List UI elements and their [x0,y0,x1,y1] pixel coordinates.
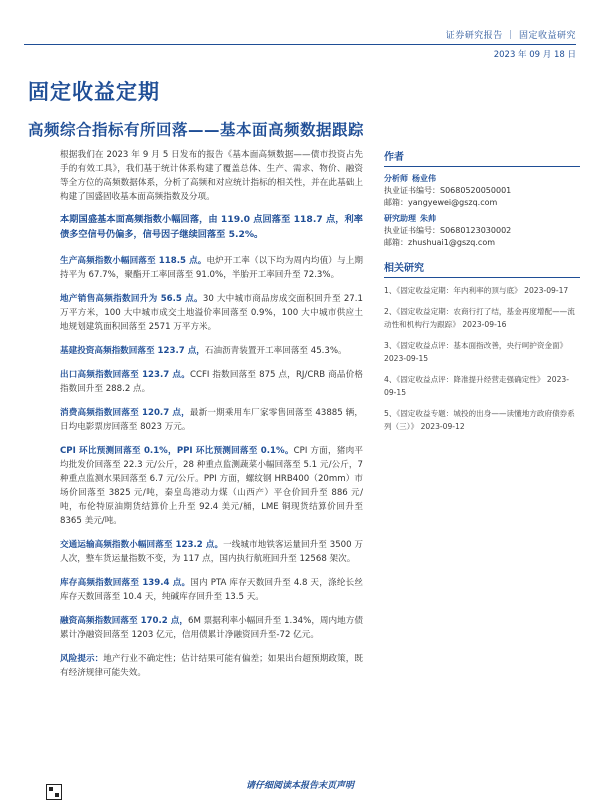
author-card: 研究助理 朱帅 执业证书编号：S0680123030002 邮箱：zhushuai1@gszq.com [384,214,512,247]
section-transport: 交通运输高频指数小幅回落至 123.2 点。一线城市地铁客运量回升至 3500 万人次，整车货运量指数不变，为 117 点，国内执行航班回升至 12568 架次。 [60,540,363,564]
related-item[interactable]: 2、《固定收益定期：农商行打了结，基金再度增配——流动性和机构行为跟踪》 2023-09-16 [384,307,575,329]
footer-disclaimer: 请仔细阅读本报告末页声明 [245,781,354,791]
summary-highlight: 本期国盛基本面高频指数小幅回落，由 119.0 点回落至 118.7 点，利率债多空信号仍偏多，信号因子继续回落至 5.2%。 [60,214,363,240]
author-card: 分析师 杨业伟 执业证书编号：S0680520050001 邮箱：yangyewei@gszq.com [384,174,512,207]
related-item[interactable]: 1、《固定收益定期：年内利率的顶与底》 2023-09-17 [384,286,569,295]
column-title: 固定收益定期 [28,80,160,104]
section-prices: CPI 环比预测回落至 0.1%，PPI 环比预测回落至 0.1%。CPI 方面，猪肉平均批发价回落至 22.3 元/公斤，28 种重点监测蔬菜小幅回落至 5.1 元/公斤，7 种重点监测水果回落至 6.7 元/公斤。PPI 方面，螺纹钢 HRB400（20mm）市场价回落至 3825 元/吨，秦皇岛港动力煤（山西产）平仓价回升至 886 元/吨，布伦特原油期货结算价上升至 92.4 美元/桶，LME 铜现货结算价回升至 8365 美元/吨。 [60,446,364,526]
intro-paragraph: 根据我们在 2023 年 9 月 5 日发布的报告《基本面高频数据——债市投资占先手的有效工具》，我们基于统计体系构建了覆盖总体、生产、需求、物价、融资等全方位的高频数据体系，分析了高频和对应统计指标的相关性，并在此基础上构建了国盛固收基本面高频指数及分项。 [60,150,363,202]
main-content [60,148,363,690]
report-title: 高频综合指标有所回落——基本面高频数据跟踪 [28,121,365,139]
related-research [384,259,580,433]
section-risk: 风险提示：地产行业不确定性；估计结果可能有偏差；如果出台超预期政策，既有经济规律可能失效。 [60,654,363,678]
sidebar [384,148,580,441]
related-heading: 相关研究 [384,259,580,278]
related-item[interactable]: 3、《固定收益点评：基本面指改善，央行呵护资金面》 2023-09-15 [384,341,568,363]
section-financing: 融资高频指数回落至 170.2 点，6M 票据利率小幅回升至 1.34%，周内地方债累计净融资回落至 1203 亿元，信用债累计净融资回升至-72 亿元。 [60,616,364,640]
header-category: 证券研究报告 ｜ 固定收益研究 [445,31,576,41]
related-item[interactable]: 5、《固定收益专题：城投的出身——读懂地方政府债券系列（三）》 2023-09-12 [384,409,575,431]
header-divider [24,44,576,45]
report-date: 2023 年 09 月 18 日 [493,50,576,60]
author-email-link[interactable]: yangyewei@gszq.com [408,198,498,207]
section-real-estate: 地产销售高频指数回升为 56.5 点。30 大中城市商品房成交面积回升至 27.1 万平方米，100 大中城市成交土地溢价率回落至 0.9%，100 大中城市供应土地规划建筑面积回落至 2571 万平方米。 [60,294,363,332]
section-infrastructure: 基建投资高频指数回落至 123.7 点，石油沥青装置开工率回落至 45.3%。 [60,346,347,356]
section-export: 出口高频指数回落至 123.7 点。CCFI 指数回落至 875 点，RJ/CRB 商品价格指数回升至 288.2 点。 [60,370,364,394]
related-item[interactable]: 4、《固定收益点评：降准提升经营走强确定性》 2023-09-15 [384,375,569,397]
authors-heading: 作者 [384,148,580,167]
section-consumption: 消费高频指数回落至 120.7 点，最新一期乘用车厂家零售回落至 43885 辆，日均电影票房回落至 8023 万元。 [60,408,363,432]
section-production: 生产高频指数小幅回落至 118.5 点。电炉开工率（以下均为周内均值）与上期持平为 67.7%，聚酯开工率回落至 91.0%，半胎开工率回升至 72.3%。 [60,256,363,280]
section-inventory: 库存高频指数回落至 139.4 点。国内 PTA 库存天数回升至 4.8 天，涤纶长丝库存天数回落至 10.4 天，纯碱库存回升至 13.5 天。 [60,578,363,602]
author-email-link[interactable]: zhushuai1@gszq.com [408,238,496,247]
